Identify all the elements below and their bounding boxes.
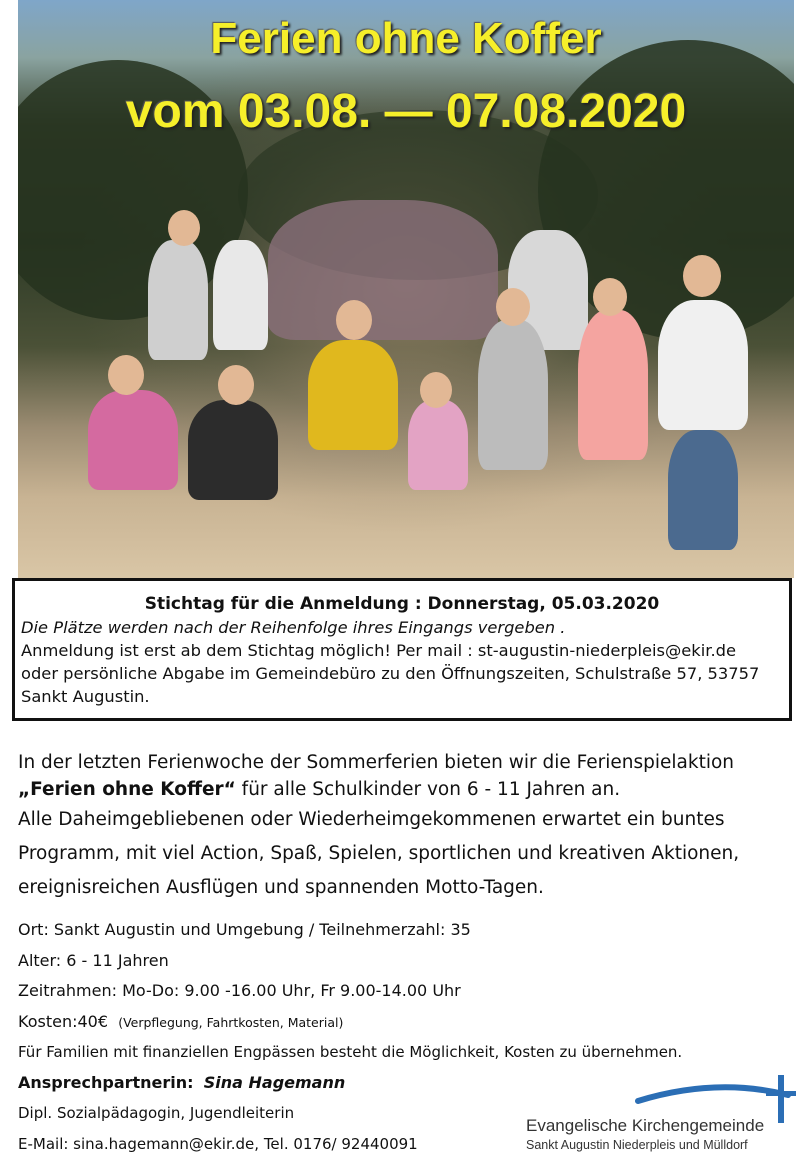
contact-email: E-Mail: sina.hagemann@ekir.de, Tel. 0176/ 92440091 <box>18 1134 418 1153</box>
registration-note: Die Plätze werden nach der Reihenfolge ihres Eingangs vergeben . <box>21 618 566 637</box>
child-figure <box>578 310 648 460</box>
registration-text: oder persönliche Abgabe im Gemeindebüro zu den Öffnungszeiten, Schulstraße 57, 53757 <box>21 664 760 683</box>
description-line <box>18 776 798 803</box>
child-figure <box>478 320 548 470</box>
event-name: „Ferien ohne Koffer“ <box>18 779 236 800</box>
description-line: In der letzten Ferienwoche der Sommerferien bieten wir die Ferienspielaktion <box>18 752 735 773</box>
child-figure <box>213 240 268 350</box>
costs-value: Kosten:40€ <box>18 1011 109 1031</box>
child-group <box>268 200 498 340</box>
child-figure <box>408 400 468 490</box>
contact-name: Sina Hagemann <box>203 1072 346 1092</box>
description-text: für alle Schulkinder von 6 - 11 Jahren an. <box>235 779 621 800</box>
child-head <box>683 255 721 297</box>
logo-subtitle: Sankt Augustin Niederpleis und Mülldorf <box>526 1138 748 1152</box>
child-figure <box>88 390 178 490</box>
child-figure <box>658 300 748 430</box>
detail-age: Alter: 6 - 11 Jahren <box>18 950 169 970</box>
contact-role: Dipl. Sozialpädagogin, Jugendleiterin <box>18 1104 295 1122</box>
child-head <box>168 210 200 246</box>
description-line: Programm, mit viel Action, Spaß, Spielen, sportlichen und kreativen Aktionen, <box>18 843 740 864</box>
description-line: Alle Daheimgebliebenen oder Wiederheimgekommenen erwartet ein buntes <box>18 809 725 830</box>
group-photo <box>18 0 794 578</box>
church-logo <box>520 1075 810 1165</box>
flyer-title: Ferien ohne Koffer <box>210 14 602 63</box>
child-figure <box>148 240 208 360</box>
contact-label: Ansprechpartnerin: <box>18 1072 194 1092</box>
detail-costs <box>18 1007 798 1038</box>
description <box>18 749 798 905</box>
child-figure <box>188 400 278 500</box>
detail-location: Ort: Sankt Augustin und Umgebung / Teilnehmerzahl: 35 <box>18 920 471 939</box>
registration-text: Sankt Augustin. <box>21 687 150 706</box>
costs-note: (Verpflegung, Fahrtkosten, Material) <box>118 1014 344 1030</box>
child-head <box>420 372 452 408</box>
child-head <box>336 300 372 340</box>
registration-box <box>12 578 792 721</box>
detail-timeframe: Zeitrahmen: Mo-Do: 9.00 -16.00 Uhr, Fr 9.00-14.00 Uhr <box>18 981 461 1000</box>
detail-financial-aid: Für Familien mit finanziellen Engpässen besteht die Möglichkeit, Kosten zu übernehmen. <box>18 1043 683 1061</box>
child-figure <box>308 340 398 450</box>
registration-heading: Stichtag für die Anmeldung : Donnerstag, 05.03.2020 <box>144 594 660 614</box>
logo-name: Evangelische Kirchengemeinde <box>526 1116 765 1135</box>
description-line: ereignisreichen Ausflügen und spannenden Motto-Tagen. <box>18 877 544 898</box>
child-head <box>496 288 530 326</box>
child-head <box>593 278 627 316</box>
child-figure <box>668 430 738 550</box>
child-head <box>108 355 144 395</box>
registration-text: Anmeldung ist erst ab dem Stichtag möglich! Per mail : st-augustin-niederpleis@ekir.de <box>21 641 736 660</box>
flyer-dates: vom 03.08. — 07.08.2020 <box>125 85 687 138</box>
child-head <box>218 365 254 405</box>
